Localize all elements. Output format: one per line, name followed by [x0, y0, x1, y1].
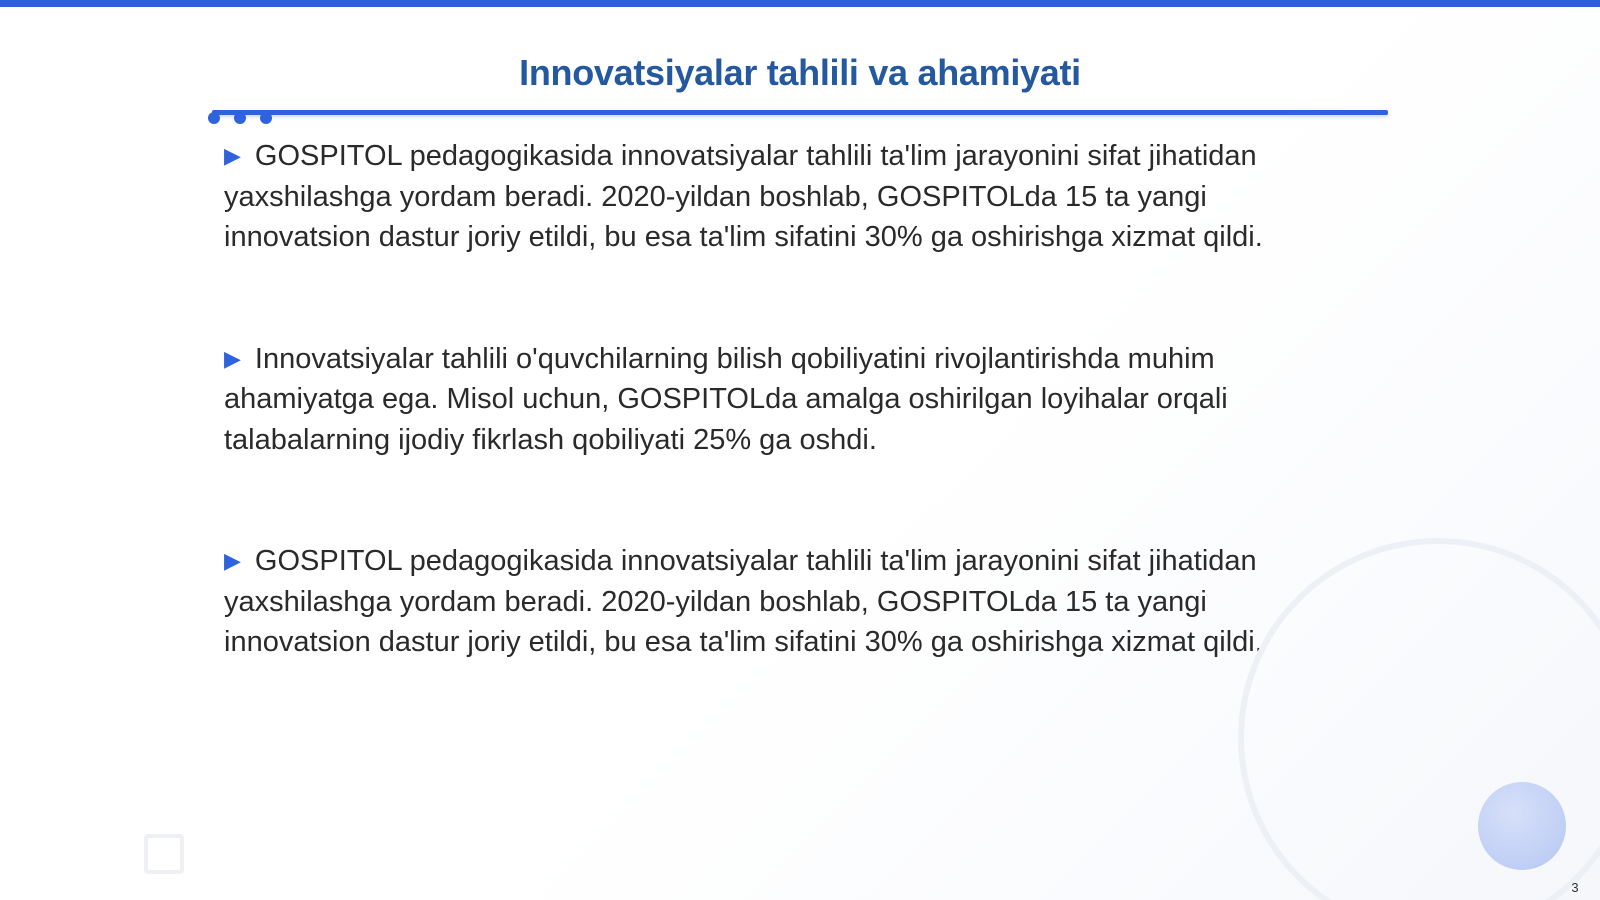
- bullet-paragraph-2: [224, 339, 1344, 461]
- decor-square: [144, 834, 184, 874]
- bullet-paragraph-1: [224, 136, 1344, 258]
- play-bullet-icon: ▶: [224, 143, 241, 168]
- title-underline: [212, 110, 1388, 115]
- decor-dot-2: [234, 112, 246, 124]
- top-accent-bar: [0, 0, 1600, 7]
- play-bullet-icon: ▶: [224, 548, 241, 573]
- slide-body: [224, 136, 1344, 744]
- decor-dot-1: [208, 112, 220, 124]
- page-number: 3: [1571, 880, 1579, 895]
- paragraph-text: GOSPITOL pedagogikasida innovatsiyalar tahlili ta'lim jarayonini sifat jihatidan yaxshilashga yordam beradi. 2020-yildan boshlab, GOSPITOLda 15 ta yangi innovatsion dastur joriy etildi, bu esa ta'lim sifatini 30% ga oshirishga xizmat qildi.: [224, 545, 1263, 658]
- bullet-paragraph-3: [224, 541, 1344, 663]
- slide-title: Innovatsiyalar tahlili va ahamiyati: [519, 52, 1081, 93]
- decor-dot-3: [260, 112, 272, 124]
- paragraph-text: GOSPITOL pedagogikasida innovatsiyalar tahlili ta'lim jarayonini sifat jihatidan yaxshilashga yordam beradi. 2020-yildan boshlab, GOSPITOLda 15 ta yangi innovatsion dastur joriy etildi, bu esa ta'lim sifatini 30% ga oshirishga xizmat qildi.: [224, 140, 1263, 253]
- paragraph-text: Innovatsiyalar tahlili o'quvchilarning bilish qobiliyatini rivojlantirishda muhim ahamiyatga ega. Misol uchun, GOSPITOLda amalga oshirilgan loyihalar orqali talabalarning ijodiy fikrlash qobiliyati 25% ga oshdi.: [224, 342, 1228, 456]
- play-bullet-icon: ▶: [224, 345, 241, 371]
- decor-ball: [1478, 782, 1566, 870]
